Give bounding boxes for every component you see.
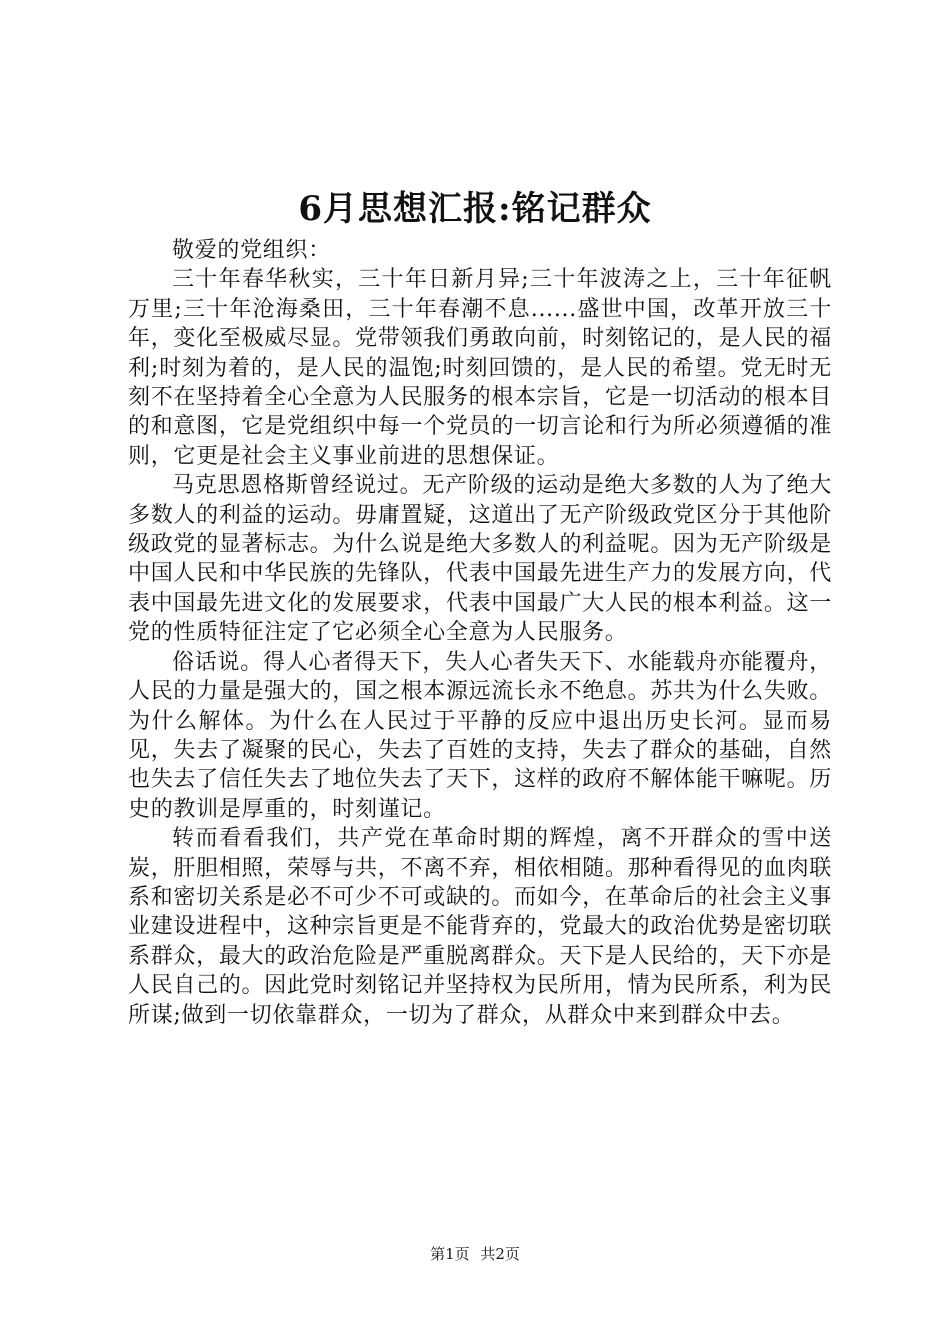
paragraph: 马克思恩格斯曾经说过。无产阶级的运动是绝大多数的人为了绝大多数人的利益的运动。毋庸置疑，这道出了无产阶级政党区分于其他阶级政党的显著标志。为什么说是绝大多数人的利益呢。因为无产阶级是中国人民和中华民族的先锋队，代表中国最先进生产力的发展方向，代表中国最先进文化的发展要求，代表中国最广大人民的根本利益。这一党的性质特征注定了它必须全心全意为人民服务。 [128, 473, 832, 646]
page-count: 共2页 [480, 1245, 520, 1263]
page-number: 第1页 [430, 1245, 470, 1263]
paragraph: 俗话说。得人心者得天下，失人心者失天下、水能载舟亦能覆舟，人民的力量是强大的，国之根本源远流长永不绝息。苏共为什么失败。为什么解体。为什么在人民过于平静的反应中退出历史长河。显而易见，失去了凝聚的民心，失去了百姓的支持，失去了群众的基础，自然也失去了信任失去了地位失去了天下，这样的政府不解体能干嘛呢。历史的教训是厚重的，时刻谨记。 [128, 649, 832, 822]
paragraph: 三十年春华秋实，三十年日新月异;三十年波涛之上，三十年征帆万里;三十年沧海桑田，三十年春潮不息......盛世中国，改革开放三十年，变化至极威尽显。党带领我们勇敢向前，时刻铭记的，是人民的福利;时刻为着的，是人民的温饱;时刻回馈的，是人民的希望。党无时无刻不在坚持着全心全意为人民服务的根本宗旨，它是一切活动的根本目的和意图，它是党组织中每一个党员的一切言论和行为所必须遵循的准则，它更是社会主义事业前进的思想保证。 [128, 267, 832, 469]
page-title: 6月思想汇报:铭记群众 [298, 189, 652, 229]
document-body [128, 236, 832, 1030]
page-footer [0, 1244, 950, 1264]
greeting: 敬爱的党组织： [172, 238, 331, 263]
paragraph: 转而看看我们，共产党在革命时期的辉煌，离不开群众的雪中送炭，肝胆相照，荣辱与共，不离不弃，相依相随。那种看得见的血肉联系和密切关系是必不可少不可或缺的。而如今，在革命后的社会主义事业建设进程中，这种宗旨更是不能背弃的，党最大的政治优势是密切联系群众，最大的政治危险是严重脱离群众。天下是人民给的，天下亦是人民自己的。因此党时刻铭记并坚持权为民所用，情为民所系，利为民所谋;做到一切依靠群众，一切为了群众，从群众中来到群众中去。 [128, 826, 832, 1028]
